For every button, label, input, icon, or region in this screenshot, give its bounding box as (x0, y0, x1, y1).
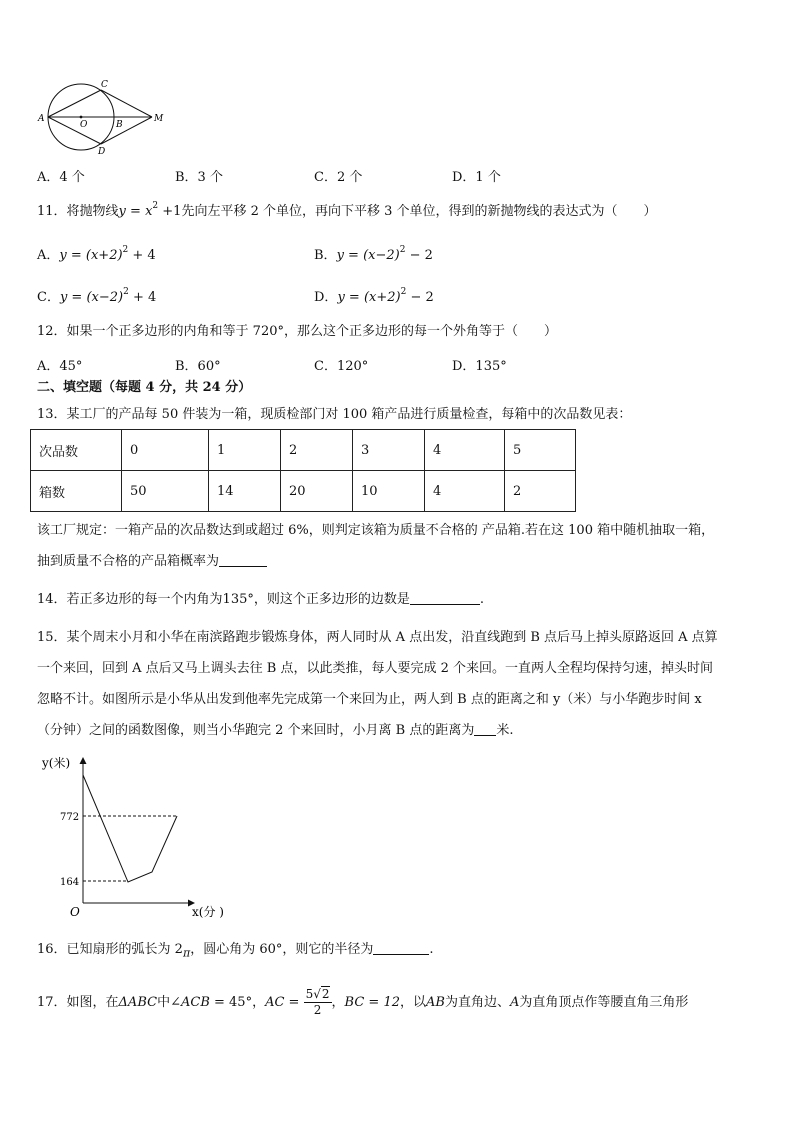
segment-dm (101, 117, 152, 144)
segment-ad (48, 117, 101, 144)
table-cell: 2 (281, 430, 353, 471)
q12-option-b: B．60° (175, 359, 221, 374)
q12-stem: 12．如果一个正多边形的内角和等于 720°，那么这个正多边形的每一个外角等于（ ） (37, 324, 557, 339)
circle-tangent-figure (30, 76, 170, 158)
table-cell: 0 (122, 430, 209, 471)
table-cell: 1 (209, 430, 281, 471)
q12-option-a: A．45° (37, 359, 83, 374)
q10-option-d: D．1 个 (452, 170, 501, 185)
q10-option-c: C．2 个 (314, 170, 363, 185)
table-cell: 5 (505, 430, 576, 471)
defect-table (30, 429, 576, 512)
q10-option-a: A．4 个 (37, 170, 85, 185)
q13-rule-line1: 该工厂规定：一箱产品的次品数达到或超过 6%，则判定该箱为质量不合格的 产品箱.若在这 100 箱中随机抽取一箱， (37, 523, 715, 538)
answer-blank[interactable] (474, 722, 496, 736)
table-cell: 次品数 (31, 430, 122, 471)
q14-stem: 14．若正多边形的每一个内角为135°，则这个正多边形的边数是 . (37, 592, 485, 607)
q11-option-a: A．$y = (x+2)^2 + 4$ (37, 245, 156, 263)
function-curve (83, 775, 177, 882)
segment-cm (101, 90, 152, 117)
q12-option-c: C．120° (314, 359, 369, 374)
q15-line2: 一个来回，回到 A 点后又马上调头去往 B 点，以此类推，每人要完成 2 个来回。一直两人全程均保持匀速，掉头时间 (37, 661, 714, 676)
q11-option-d: D．$y = (x+2)^2 - 2$ (314, 287, 434, 305)
q16-stem: 16．已知扇形的弧长为 $2_\pi$，圆心角为 60°，则它的半径为 . (37, 942, 434, 960)
label-b: B (116, 120, 123, 130)
label-c: C (101, 80, 108, 90)
fraction-ac: $\frac{5√2}{2}$ (305, 987, 330, 1017)
tick-label-772: 772 (60, 812, 80, 823)
x-axis-label: x(分 ) (192, 905, 224, 919)
q15-line4: （分钟）之间的函数图像，则当小华跑完 2 个来回时，小月离 B 点的距离为 米. (37, 723, 514, 738)
tick-label-164: 164 (60, 877, 80, 888)
table-cell: 14 (209, 471, 281, 512)
segment-ac (48, 90, 101, 117)
q11-option-c: C．$y = (x-2)^2 + 4$ (37, 287, 157, 305)
q17-stem: 17．如图，在ΔABC中∠ACB = 45°，AC = $\frac{5√2}{2}$ ，BC = 12，以AB为直角边、A为直角顶点作等腰直角三角形 (37, 987, 689, 1017)
table-cell: 20 (281, 471, 353, 512)
section-heading-fill-in: 二、填空题（每题 4 分，共 24 分） (37, 380, 252, 395)
center-dot (80, 116, 83, 119)
y-axis-label: y(米) (42, 756, 71, 770)
table-cell: 4 (425, 430, 505, 471)
q12-option-d: D．135° (452, 359, 507, 374)
q15-line3: 忽略不计。如图所示是小华从出发到他率先完成第一个来回为止，两人到 B 点的距离之和 y（米）与小华跑步时间 x (37, 692, 702, 707)
table-row (31, 471, 576, 512)
table-cell: 50 (122, 471, 209, 512)
q11-option-b: B．$y = (x-2)^2 - 2$ (314, 245, 433, 263)
label-m: M (154, 114, 164, 124)
origin-label: O (70, 905, 80, 919)
table-cell: 箱数 (31, 471, 122, 512)
q13-rule-line2: 抽到质量不合格的产品箱概率为 (37, 553, 267, 571)
q10-option-b: B．3 个 (175, 170, 223, 185)
q11-stem: 11．将抛物线$y = x^2 +1$先向左平移 2 个单位，再向下平移 3 个单位，得到的新抛物线的表达式为（ ） (37, 201, 657, 219)
label-o: O (80, 120, 88, 130)
table-cell: 3 (353, 430, 425, 471)
table-row (31, 430, 576, 471)
answer-blank[interactable] (373, 941, 429, 955)
label-a: A (38, 114, 45, 124)
label-d: D (98, 147, 106, 157)
table-cell: 10 (353, 471, 425, 512)
answer-blank[interactable] (410, 591, 480, 605)
table-cell: 2 (505, 471, 576, 512)
q13-stem: 13．某工厂的产品每 50 件装为一箱，现质检部门对 100 箱产品进行质量检查，每箱中的次品数见表： (37, 407, 632, 422)
q15-line1: 15．某个周末小月和小华在南滨路跑步锻炼身体，两人同时从 A 点出发，沿直线跑到 B 点后马上掉头原路返回 A 点算 (37, 630, 718, 645)
distance-time-graph (36, 748, 246, 924)
answer-blank[interactable] (219, 553, 267, 567)
table-cell: 4 (425, 471, 505, 512)
